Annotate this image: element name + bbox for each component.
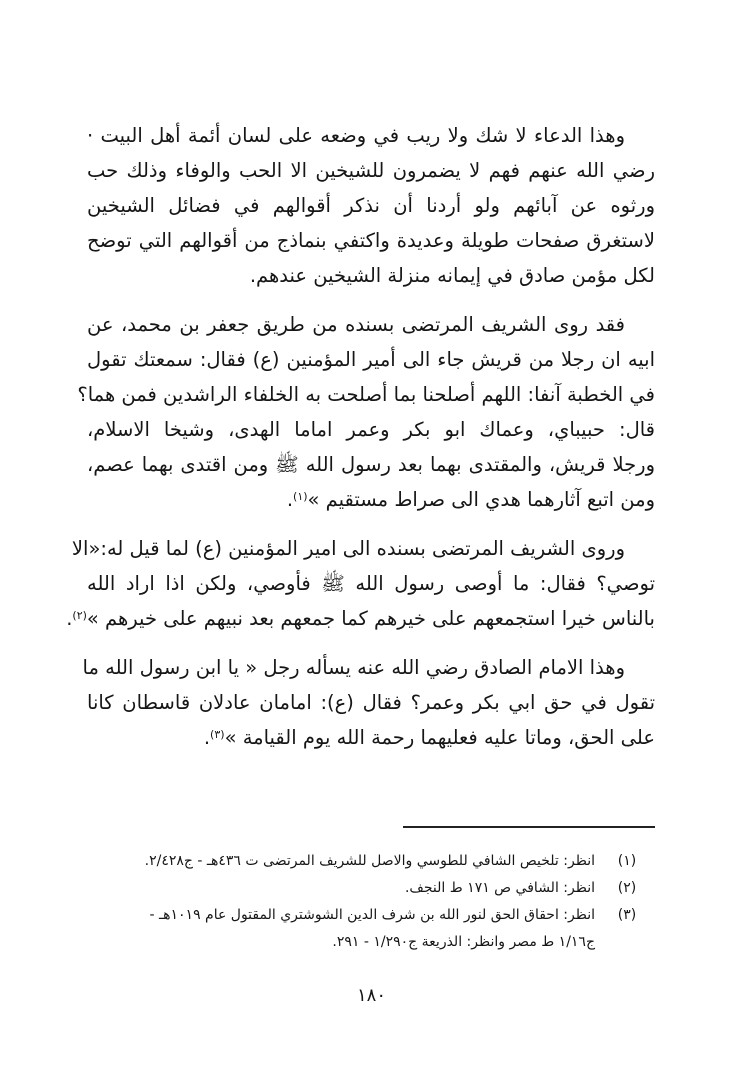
text-line: ومن اتبع آثارهما هدي الى صراط مستقيم »$^{(١)}$. <box>286 488 655 511</box>
main-text <box>66 118 655 769</box>
footnote-ref-2[interactable]: (٢) <box>72 609 87 622</box>
text-line: ابيه ان رجلا من قريش جاء الى أمير المؤمنين (ع) فقال: سمعتك تقول <box>87 348 655 371</box>
footnote-text-continued: ج١/١٦ ط مصر وانظر: الذريعة ج١/٢٩٠ - ٢٩١. <box>332 934 595 950</box>
page-number: ١٨٠ <box>356 985 386 1006</box>
text-line-content: على الحق، وماتا عليه فعليهما رحمة الله يوم القيامة » <box>224 726 655 749</box>
text-line: لاستغرق صفحات طويلة وعديدة واكتفي بنماذج من أقوالهم التي توضح <box>87 229 655 252</box>
paragraph-4 <box>82 650 655 755</box>
text-line: لكل مؤمن صادق في إيمانه منزلة الشيخين عندهم. <box>249 264 655 287</box>
text-line: وهذا الامام الصادق رضي الله عنه يسأله رجل « يا ابن رسول الله ما <box>82 656 625 679</box>
text-line: على الحق، وماتا عليه فعليهما رحمة الله يوم القيامة »$^{(٣)}$. <box>203 726 655 749</box>
footnote-3 <box>95 902 647 956</box>
footnote-number: (١) <box>617 853 637 869</box>
text-line: في الخطبة آنفا: اللهم أصلحنا بما أصلحت به الخلفاء الراشدين فمن هما؟ <box>77 383 655 406</box>
paragraph-3 <box>66 531 655 636</box>
text-line: ورجلا قريش، والمقتدى بهما بعد رسول الله ﷺ ومن اقتدى بهما عصم، <box>87 453 655 476</box>
footnote-text: انظر: احقاق الحق لنور الله بن شرف الدين الشوشتري المقتول عام ١٠١٩هـ - <box>149 907 595 923</box>
footnote-number: (٣) <box>617 907 637 923</box>
text-line: فقد روى الشريف المرتضى بسنده من طريق جعفر بن محمد، عن <box>87 313 625 336</box>
footnote-divider <box>403 826 655 828</box>
footnote-2 <box>95 875 647 902</box>
footnotes <box>95 848 647 956</box>
text-line: تقول في حق ابي بكر وعمر؟ فقال (ع): امامان عادلان قاسطان كانا <box>87 691 655 714</box>
paragraph-2 <box>77 307 655 517</box>
footnote-1 <box>95 848 647 875</box>
footnote-ref-1[interactable]: (١) <box>293 490 308 503</box>
text-line: توصي؟ فقال: ما أوصى رسول الله ﷺ فأوصي، ولكن اذا اراد الله <box>87 572 655 595</box>
text-line: وهذا الدعاء لا شك ولا ريب في وضعه على لسان أئمة أهل البيت · <box>87 124 625 147</box>
footnote-ref-3[interactable]: (٣) <box>210 728 225 741</box>
paragraph-1 <box>87 118 655 293</box>
text-line-content: ومن اتبع آثارهما هدي الى صراط مستقيم » <box>307 488 655 511</box>
text-line: ورثوه عن آبائهم ولو أردنا أن نذكر أقوالهم في فضائل الشيخين <box>87 194 655 217</box>
text-line: رضي الله عنهم فهم لا يضمرون للشيخين الا الحب والوفاء وذلك حب <box>87 159 655 182</box>
text-line: وروى الشريف المرتضى بسنده الى امير المؤمنين (ع) لما قيل له:«الا <box>71 537 625 560</box>
footnote-text: انظر: تلخيص الشافي للطوسي والاصل للشريف المرتضى ت ٤٣٦هـ - ج٢/٤٢٨. <box>144 853 595 869</box>
text-line: بالناس خيرا استجمعهم على خيرهم كما جمعهم بعد نبيهم على خيرهم »$^{(٢)}$. <box>66 607 655 630</box>
footnote-number: (٢) <box>617 880 637 896</box>
text-line-content: بالناس خيرا استجمعهم على خيرهم كما جمعهم بعد نبيهم على خيرهم » <box>86 607 655 630</box>
text-line: قال: حبيباي، وعماك ابو بكر وعمر اماما الهدى، وشيخا الاسلام، <box>87 418 655 441</box>
footnote-text: انظر: الشافي ص ١٧١ ط النجف. <box>404 880 595 896</box>
